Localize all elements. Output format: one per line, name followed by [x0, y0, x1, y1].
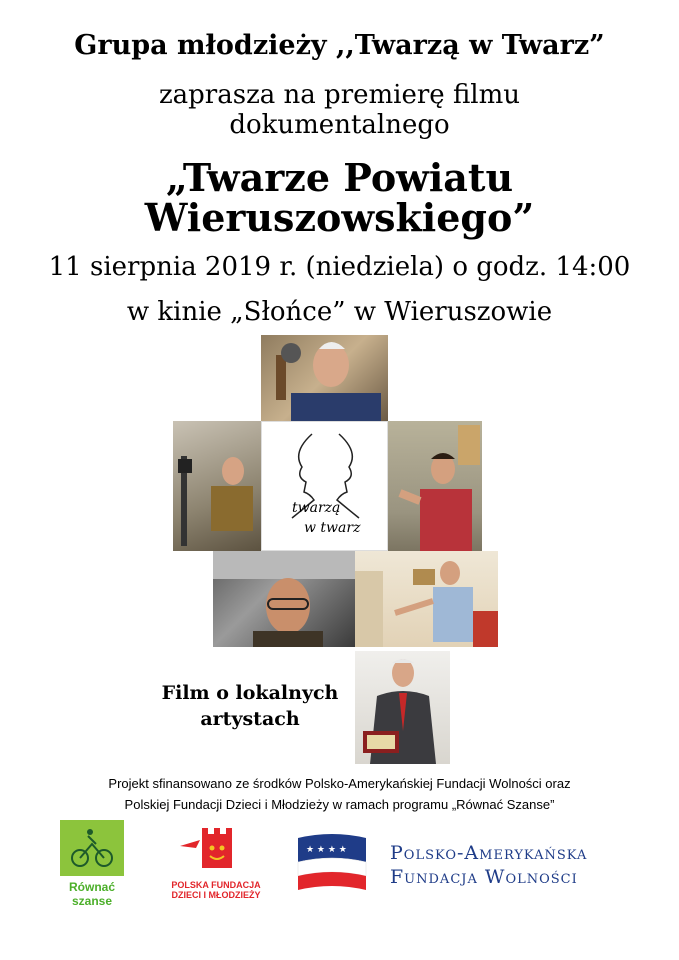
- event-date: 11 sierpnia 2019 r. (niedziela) o godz. 14:00: [48, 252, 631, 282]
- rownac-text-1: Równać: [68, 880, 115, 894]
- pafw-text-1: Polsko-Amerykańska: [390, 842, 588, 864]
- pfdim-logo: [166, 826, 266, 900]
- photo-musician: [388, 421, 482, 551]
- svg-text:★ ★ ★ ★: ★ ★ ★ ★: [306, 845, 347, 855]
- rownac-szanse-graphic: [60, 820, 124, 876]
- film-caption: [150, 682, 350, 730]
- photo-craftsman-figure: [213, 551, 355, 647]
- logo-text-1: twarzą: [292, 500, 341, 516]
- photo-easel-painter: [355, 551, 498, 647]
- rownac-szanse-logo: [60, 820, 128, 910]
- photo-easel-figure: [355, 551, 498, 647]
- photo-award-figure: [355, 651, 450, 764]
- funding-line-2: Polskiej Fundacji Dzieci i Młodzieży w ramach programu „Równać Szanse”: [124, 797, 555, 812]
- photo-award: [355, 651, 450, 764]
- photo-craftsman: [213, 551, 355, 647]
- cyclists-icon: [60, 820, 124, 876]
- funding-line-1: Projekt sfinansowano ze środków Polsko-Amerykańskiej Fundacji Wolności oraz: [108, 776, 571, 791]
- invite-line: zaprasza na premierę filmu: [158, 80, 521, 110]
- logo-text-2: w twarz: [304, 520, 361, 536]
- film-title-1: „Twarze Powiatu: [165, 155, 514, 200]
- group-name: Grupa młodzieży ,,Twarzą w Twarz”: [74, 30, 605, 61]
- photo-sculptor: [261, 335, 388, 421]
- pfdim-text-2: DZIECI I MŁODZIEŻY: [171, 890, 261, 900]
- invite-line-2: dokumentalnego: [229, 110, 450, 140]
- pafw-flag-icon: [296, 832, 370, 894]
- film-title-2: Wieruszowskiego”: [144, 195, 535, 240]
- rownac-text-2: szanse: [71, 894, 113, 908]
- photo-musician-figure: [388, 421, 482, 551]
- caption-line-2: artystach: [200, 708, 300, 730]
- twarza-w-twarz-logo: [261, 421, 388, 551]
- photo-sculptor-figure: [261, 335, 388, 421]
- pfdim-castle-icon: [166, 826, 266, 870]
- pafw-logo: [296, 832, 626, 896]
- pafw-text-2: Fundacja Wolności: [390, 866, 578, 888]
- pfdim-text-1: POLSKA FUNDACJA: [171, 880, 261, 890]
- caption-line-1: Film o lokalnych: [161, 682, 339, 704]
- photo-painter: [173, 421, 261, 551]
- event-venue: w kinie „Słońce” w Wieruszowie: [126, 297, 553, 327]
- photo-painter-figure: [173, 421, 261, 551]
